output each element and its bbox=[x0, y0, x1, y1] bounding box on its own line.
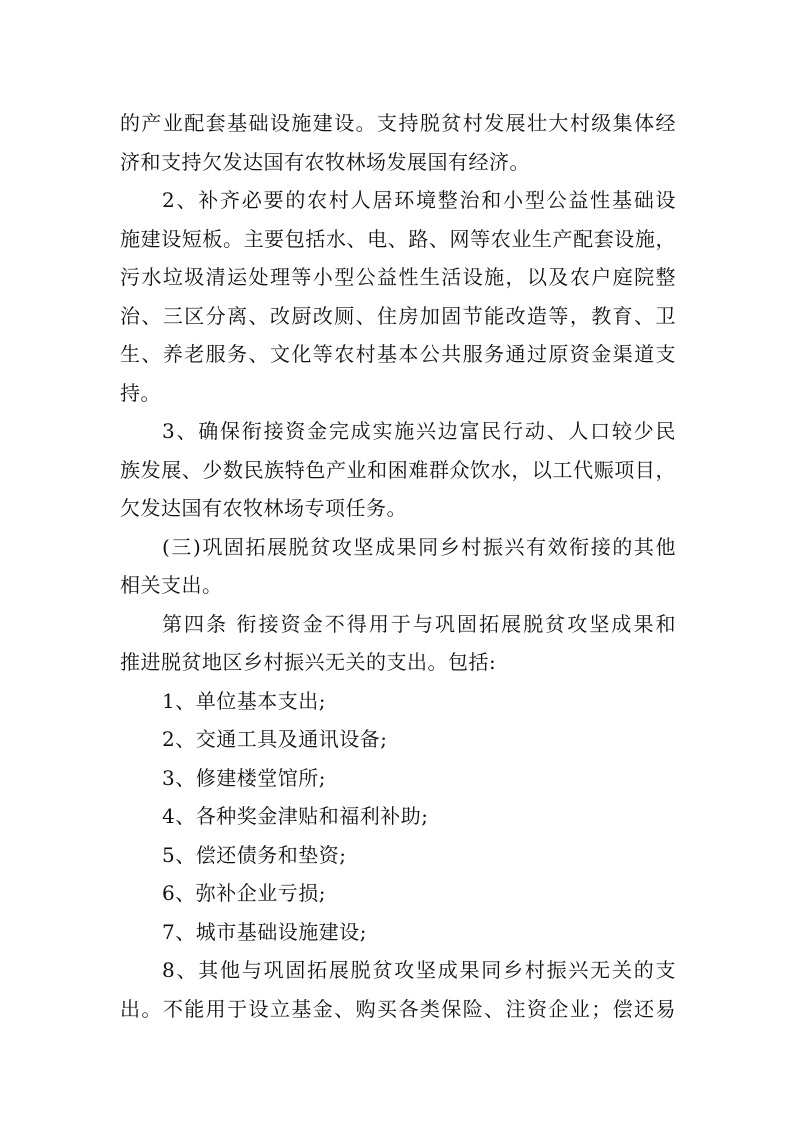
list-item: 1、单位基本支出; bbox=[162, 688, 326, 713]
paragraph-line: 施建设短板。主要包括水、电、路、网等农业生产配套设施， bbox=[120, 226, 676, 251]
paragraph-line: 持。 bbox=[120, 380, 161, 405]
list-item: 3、修建楼堂馆所; bbox=[162, 765, 326, 790]
section-heading-line: (三)巩固拓展脱贫攻坚成果同乡村振兴有效衔接的其他 bbox=[162, 534, 676, 559]
list-item: 5、偿还债务和垫资; bbox=[162, 842, 347, 867]
paragraph-line: 3、确保衔接资金完成实施兴边富民行动、人口较少民 bbox=[162, 419, 676, 443]
document-page bbox=[120, 104, 676, 1028]
paragraph-line: 族发展、少数民族特色产业和困难群众饮水，以工代赈项目， bbox=[120, 457, 676, 482]
section-heading-line: 相关支出。 bbox=[120, 573, 223, 597]
paragraph-line: 济和支持欠发达国有农牧林场发展国有经济。 bbox=[120, 149, 530, 174]
list-item: 7、城市基础设施建设; bbox=[162, 919, 367, 944]
list-item: 2、交通工具及通讯设备; bbox=[162, 727, 388, 751]
paragraph-line: 2、补齐必要的农村人居环境整治和小型公益性基础设 bbox=[162, 188, 676, 212]
list-item-continuation: 出。不能用于设立基金、购买各类保险、注资企业；偿还易 bbox=[120, 996, 676, 1021]
article-line: 推进脱贫地区乡村振兴无关的支出。包括: bbox=[120, 650, 497, 674]
list-item: 8、其他与巩固拓展脱贫攻坚成果同乡村振兴无关的支 bbox=[162, 958, 676, 982]
article-line: 第四条 衔接资金不得用于与巩固拓展脱贫攻坚成果和 bbox=[162, 611, 676, 636]
paragraph-line: 生、养老服务、文化等农村基本公共服务通过原资金渠道支 bbox=[120, 342, 676, 366]
paragraph-line: 欠发达国有农牧林场专项任务。 bbox=[120, 496, 407, 520]
paragraph-line: 的产业配套基础设施建设。支持脱贫村发展壮大村级集体经 bbox=[120, 111, 676, 135]
paragraph-line: 污水垃圾清运处理等小型公益性生活设施，以及农户庭院整 bbox=[120, 265, 676, 289]
paragraph-line: 治、三区分离、改厨改厕、住房加固节能改造等，教育、卫 bbox=[120, 303, 676, 328]
list-item: 6、弥补企业亏损; bbox=[162, 881, 326, 905]
list-item: 4、各种奖金津贴和福利补助; bbox=[162, 804, 429, 828]
